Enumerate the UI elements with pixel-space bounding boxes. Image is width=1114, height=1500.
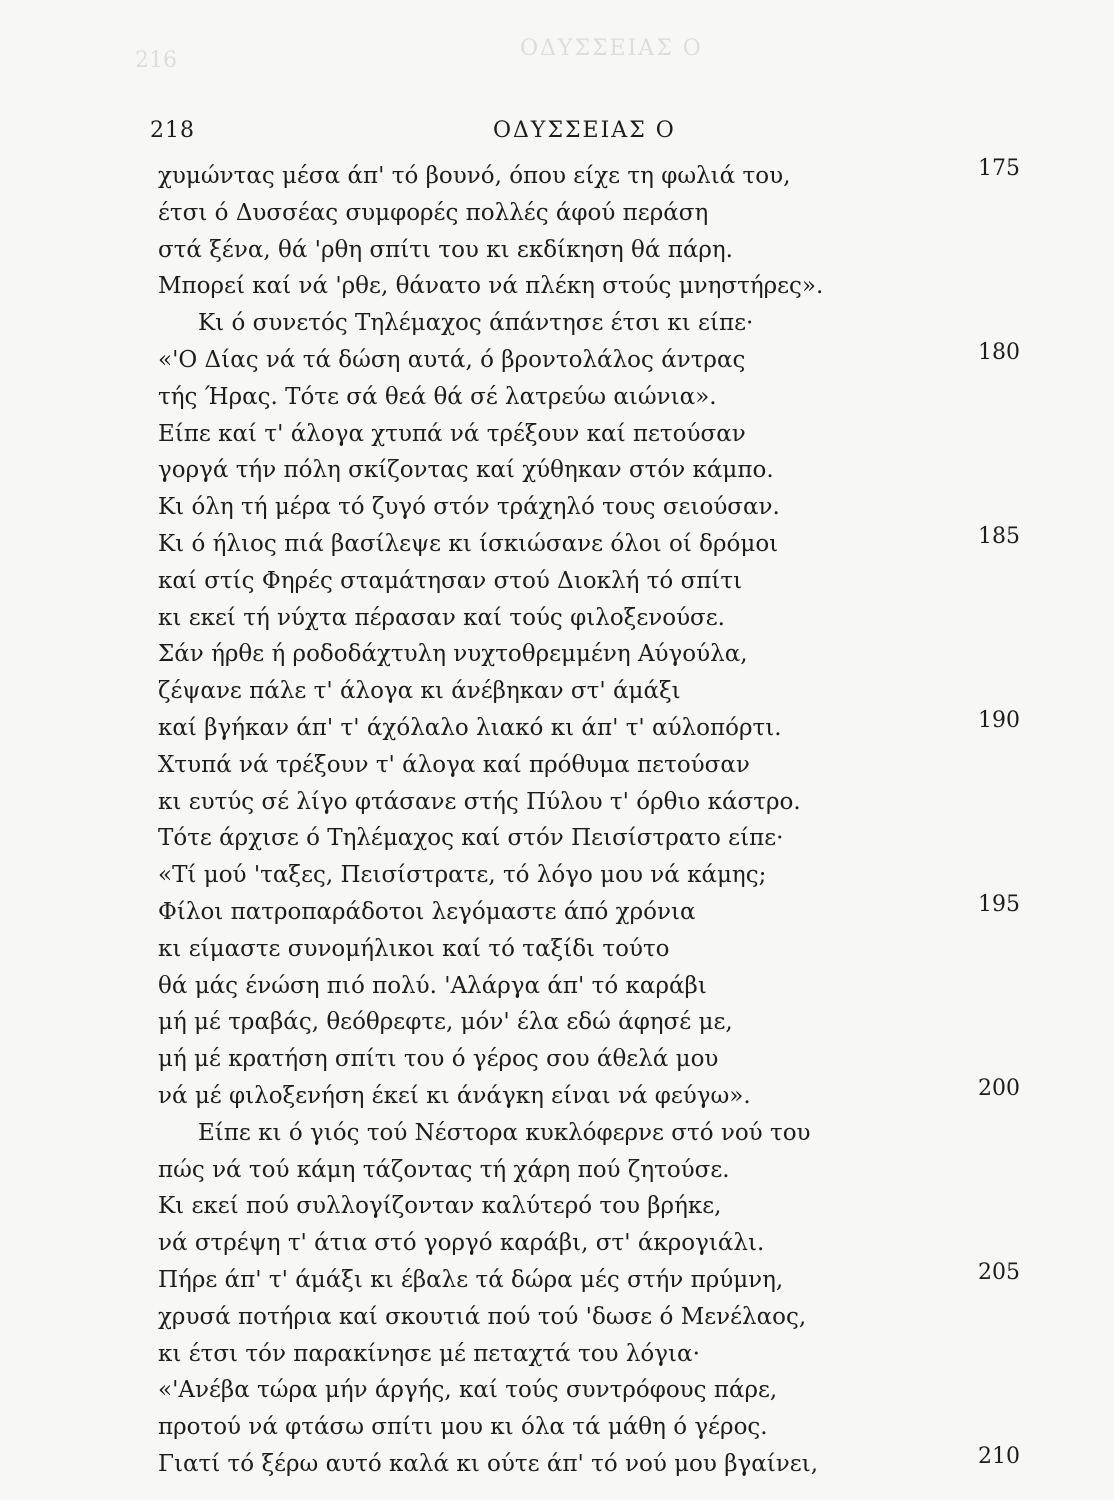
verse-line: Κι όλη τή μέρα τό ζυγό στόν τράχηλό τους σειούσαν. <box>158 494 780 521</box>
verse-line: νά στρέψη τ' άτια στό γοργό καράβι, στ' άκρογιάλι. <box>158 1230 765 1257</box>
verse-line: Κι ό συνετός Τηλέμαχος άπάντησε έτσι κι είπε· <box>198 310 754 337</box>
line-number: 205 <box>978 1260 1020 1285</box>
line-number: 190 <box>978 708 1020 733</box>
line-number: 200 <box>978 1076 1020 1101</box>
verse-line: κι εκεί τή νύχτα πέρασαν καί τούς φιλοξενούσε. <box>158 604 725 631</box>
line-number: 185 <box>978 524 1020 549</box>
verse-line: Κι εκεί πού συλλογίζονταν καλύτερό του βρήκε, <box>158 1193 722 1220</box>
verse-line: Είπε κι ό γιός τού Νέστορα κυκλόφερνε στό νού του <box>198 1119 811 1146</box>
verse-line: κι είμαστε συνομήλικοι καί τό ταξίδι τούτο <box>158 935 670 962</box>
verse-line: θά μάς ένώση πιό πολύ. 'Αλάργα άπ' τό καράβι <box>158 972 707 999</box>
bleed-through-running-head: ΟΔΥΣΣΕΙΑΣ Ο <box>520 36 703 61</box>
verse-line: κι έτσι τόν παρακίνησε μέ πεταχτά του λόγια· <box>158 1340 700 1367</box>
line-number: 195 <box>978 892 1020 917</box>
verse-line: κι ευτύς σέ λίγο φτάσανε στής Πύλου τ' όρθιο κάστρο. <box>158 788 801 815</box>
verse-line: καί βγήκαν άπ' τ' άχόλαλο λιακό κι άπ' τ' αύλοπόρτι. <box>158 714 782 741</box>
verse-line: χυμώντας μέσα άπ' τό βουνό, όπου είχε τη φωλιά του, <box>158 163 791 189</box>
verse-line: Σάν ήρθε ή ροδοδάχτυλη νυχτοθρεμμένη Αύγούλα, <box>158 641 748 668</box>
verse-line: μή μέ τραβάς, θεόθρεφτε, μόν' έλα εδώ άφησέ με, <box>158 1009 733 1036</box>
verse-line: καί στίς Φηρές σταμάτησαν στού Διοκλή τό σπίτι <box>158 567 743 594</box>
verse-line: ζέψανε πάλε τ' άλογα κι άνέβηκαν στ' άμάξι <box>158 678 681 705</box>
verse-line: Φίλοι πατροπαράδοτοι λεγόμαστε άπό χρόνια <box>158 898 696 925</box>
verse-line: γοργά τήν πόλη σκίζοντας καί χύθηκαν στόν κάμπο. <box>158 457 774 484</box>
verse-line: προτού νά φτάσω σπίτι μου κι όλα τά μάθη ό γέρος. <box>158 1414 768 1441</box>
verse-line: έτσι ό Δυσσέας συμφορές πολλές άφού περάση <box>158 199 709 226</box>
line-number: 175 <box>978 156 1020 181</box>
verse-line: Είπε καί τ' άλογα χτυπά νά τρέξουν καί πετούσαν <box>158 420 746 447</box>
verse-line: νά μέ φιλοξενήση έκεί κι άνάγκη είναι νά φεύγω». <box>158 1082 751 1109</box>
page-number: 218 <box>150 118 195 143</box>
verse-line: Κι ό ήλιος πιά βασίλεψε κι ίσκιώσανε όλοι οί δρόμοι <box>158 530 779 557</box>
verse-line: Γιατί τό ξέρω αυτό καλά κι ούτε άπ' τό νού μου βγαίνει, <box>158 1450 819 1477</box>
verse-line: Πήρε άπ' τ' άμάξι κι έβαλε τά δώρα μές στήν πρύμνη, <box>158 1266 784 1293</box>
verse-line: Τότε άρχισε ό Τηλέμαχος καί στόν Πεισίστρατο είπε· <box>158 825 784 852</box>
verse-line: «Τί μού 'ταξες, Πεισίστρατε, τό λόγο μου νά κάμης; <box>158 862 767 889</box>
line-number: 180 <box>978 340 1020 365</box>
verse-line: Μπορεί καί νά 'ρθε, θάνατο νά πλέκη στούς μνηστήρες». <box>158 273 824 300</box>
verse-line: «'Ανέβα τώρα μήν άργής, καί τούς συντρόφους πάρε, <box>158 1377 778 1404</box>
verse-line: μή μέ κρατήση σπίτι του ό γέρος σου άθελά μου <box>158 1046 719 1073</box>
verse-block <box>158 158 938 1483</box>
verse-line: πώς νά τού κάμη τάζοντας τή χάρη πού ζητούσε. <box>158 1156 730 1183</box>
verse-line: «'Ο Δίας νά τά δώση αυτά, ό βροντολάλος άντρας <box>158 346 746 373</box>
bleed-through-page-number: 216 <box>135 48 177 73</box>
verse-line: χρυσά ποτήρια καί σκουτιά πού τού 'δωσε ό Μενέλαος, <box>158 1303 807 1330</box>
verse-line: στά ξένα, θά 'ρθη σπίτι του κι εκδίκηση θά πάρη. <box>158 236 733 263</box>
verse-line: τής Ήρας. Τότε σά θεά θά σέ λατρεύω αιώνια». <box>158 383 717 410</box>
line-number: 210 <box>978 1444 1020 1469</box>
running-head: ΟΔΥΣΣΕΙΑΣ Ο <box>493 118 676 143</box>
verse-line: Χτυπά νά τρέξουν τ' άλογα καί πρόθυμα πετούσαν <box>158 751 750 778</box>
